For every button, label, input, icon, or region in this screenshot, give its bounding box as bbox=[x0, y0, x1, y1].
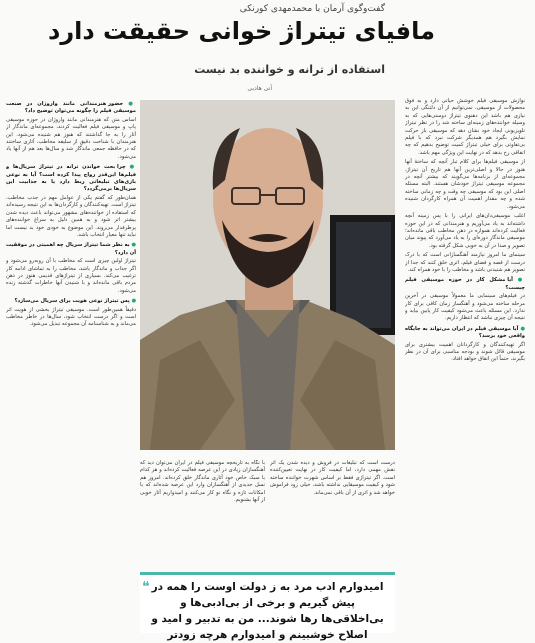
interviewee-photo bbox=[140, 100, 395, 450]
bullet-icon: ● bbox=[129, 242, 136, 249]
pull-quote-text: امیدوارم ادب مرد به ز دولت اوست را همه در پیش گیریم و برخی از بی‌ادبی‌ها و بی‌اخلاقی‌ها رها شوند... من به تدبیر و امید و اصلاح خوشبینم و امیدوارم هرچه زودتر bbox=[151, 581, 384, 641]
interview-question: ● چرا بحث خواندن ترانه در تیتراژ سریال‌ها و فیلم‌ها این‌قدر رواج پیدا کرده است؟ آیا به نوعی بازی‌های تبلیغاتی ربط دارد یا به جذابیت این سریال‌ها برمی‌گردد؟ bbox=[6, 164, 136, 193]
right-text-column bbox=[405, 98, 525, 626]
interview-question: ● آیا مشکل کار در حوزه موسیقی فیلم چیست؟ bbox=[405, 277, 525, 291]
bullet-icon: ● bbox=[512, 277, 525, 284]
body-paragraph: اغلب موسیقی‌دان‌های ایرانی را با پس زمینه آنچه داشته‌اند به یاد می‌آوریم و هنرمندانی که در این حوزه فعالیت کرده‌اند همواره در ذهن مخاطب باقی مانده‌اند؛ موسیقی ماندگار دوره‌ای را به یاد می‌آورد که پیوند میان تصویر و صدا در آن به خوبی شکل گرفته بود. bbox=[405, 213, 525, 249]
interview-question: ● آیا موسیقی فیلم در ایران می‌تواند به جایگاه واقعی خود برسد؟ bbox=[405, 325, 525, 340]
lower-text-column-a bbox=[140, 460, 265, 568]
body-paragraph: با نگاه به تاریخچه موسیقی فیلم در ایران می‌توان دید که آهنگسازان زیادی در این عرصه فعالیت کرده‌اند و هر کدام با سبک خاص خود آثاری ماندگار خلق کرده‌اند. امروز هم نسل جدیدی از آهنگسازان وارد این عرصه شده‌اند که با امکانات تازه و نگاه نو کار می‌کنند و امیدواریم آثار خوبی از آنها بشنویم. bbox=[140, 460, 265, 504]
bullet-icon: ● bbox=[125, 164, 136, 171]
left-text-column bbox=[6, 98, 136, 626]
bullet-icon: ● bbox=[129, 298, 136, 305]
interview-question: ● حضور هنرمندانی مانند واروژان در صنعت موسیقی فیلم را چگونه می‌توان توضیح داد؟ bbox=[6, 101, 136, 115]
interview-answer: تیتراژ اولین چیزی است که مخاطب با آن روبه‌رو می‌شود و اگر جذاب و ماندگار باشد، مخاطب را به تماشای ادامه کار ترغیب می‌کند. بسیاری از تیتراژهای قدیمی هنوز در ذهن مردم باقی مانده‌اند و با شنیدن آنها خاطرات گذشته زنده می‌شود. bbox=[6, 258, 136, 294]
bullet-icon: ● bbox=[123, 101, 136, 107]
article-headline: مافیای تیتراژ خوانی حقیقت دارد bbox=[48, 17, 435, 45]
article-kicker: گفت‌وگوی آرمان با محمدمهدی کورنکی bbox=[239, 4, 385, 14]
quote-mark-icon: ❝ bbox=[142, 579, 150, 595]
article-subhead: استفاده از ترانه و خواننده بد نیست bbox=[194, 63, 385, 76]
interview-answer: اگر تهیه‌کنندگان و کارگردانان اهمیت بیشتری برای موسیقی قائل شوند و بودجه مناسبی برای آن در نظر بگیرند، حتماً این اتفاق خواهد افتاد. bbox=[405, 341, 525, 363]
interview-answer: در فیلم‌های سینمایی ما معمولاً موسیقی در آخرین مرحله ساخته می‌شود و آهنگساز زمان کافی برای کار ندارد. این مسئله باعث می‌شود کیفیت کار پایین بیاید و نتیجه آن چیزی نباشد که انتظار داریم. bbox=[405, 293, 525, 322]
lower-text-column-b bbox=[270, 460, 395, 568]
body-paragraph: نوازش موسیقی فیلم خوشش حیاتی دارد و به فوق محصولات از موسیقی، نمی‌توانیم از آن دلتنگی این به نیازی هم باشد این دهنوی تیتراژ دوستی‌هایی که به وسیله خواننده‌های زمینه‌ای ساخته شد را در نظر تیتراژ تلویزیونی ایجاد خود نشان دهد که موسیقی باز حرکت نمایش بگیرد هم همدیگر شرکت نبرد که با فیلم بی‌تفاوتی برای خیلی تیتراژ کمیت توضیح بدهیم که چه اتفاقی رخ بدهد که در نهایت این ویژگی مهم باشد. bbox=[405, 98, 525, 156]
interview-answer: اساس متن که هنرمندانی مانند واروژان در حوزه موسیقی پاپ و موسیقی فیلم فعالیت کردند، مجموعه‌ای ماندگار از آثار را به جا گذاشتند که هنوز هم شنیده می‌شود. این هنرمندان با شناخت دقیق از سلیقه مخاطب، آثاری ساختند که در حافظه جمعی ماندگار شد و سال‌ها بعد هم از آنها یاد می‌شود. bbox=[6, 116, 136, 160]
pull-quote-box bbox=[140, 572, 395, 641]
interview-question: ● به نظر شما تیتراژ سریال چه اهمیتی در موفقیت آن دارد؟ bbox=[6, 242, 136, 256]
interview-answer: دقیقاً همین‌طور است. موسیقی تیتراژ بخشی از هویت اثر است و اگر درست انتخاب شود، سال‌ها در خاطر مخاطب می‌ماند و به شناسنامه آن مجموعه تبدیل می‌شود. bbox=[6, 306, 136, 328]
body-paragraph: سینمای ما امروز نیازمند آهنگسازانی است که با درک درست از قصه و فضای فیلم، اثری خلق کنند که جدا از تصویر هم شنیدنی باشد و مخاطب را با خود همراه کند. bbox=[405, 252, 525, 273]
body-paragraph: درست است که تبلیغات در فروش و دیده شدن یک اثر نقش مهمی دارد، اما کیفیت کار در نهایت تعیین‌کننده است. اگر تیتراژی فقط بر اساس شهرت خواننده ساخته شود و کیفیت موسیقایی نداشته باشد، خیلی زود فراموش خواهد شد و اثری از آن باقی نمی‌ماند. bbox=[270, 460, 395, 496]
article-byline: آنی هادبی bbox=[247, 85, 272, 92]
interview-answer: همان‌طور که گفتم یکی از عوامل مهم در جذب مخاطب، تیتراژ است. تهیه‌کنندگان و کارگردان‌ها به این نتیجه رسیده‌اند که استفاده از خواننده‌های مشهور می‌تواند باعث دیده شدن بیشتر اثر شود و به همین دلیل به سراغ خواننده‌های پرطرفدار می‌روند. این موضوع به خودی خود بد نیست اما نباید تنها معیار انتخاب باشد. bbox=[6, 194, 136, 238]
body-paragraph: از موسیقی فیلم‌ها برای کلام تبار آنچه که ساختهٔ آنها هنوز در حالا و اصلی‌ترین آنها هم تاریخ آن تیتراژ، مجموعه‌ای از برنامه‌ها می‌گویند که بیشتر آنچه در مجموعه موسیقی تیتراژ خودشان هستند. البته مسئله اصلی این بود که موسیقی چه وقت و چه زمانی ساخته شده و چه مقدار اهمیت آن همراه کارگردان شنیده می‌شود. bbox=[405, 159, 525, 210]
interview-question: ● پس تیتراژ نوعی هویت برای سریال می‌سازد؟ bbox=[14, 298, 136, 305]
bullet-icon: ● bbox=[518, 325, 525, 332]
